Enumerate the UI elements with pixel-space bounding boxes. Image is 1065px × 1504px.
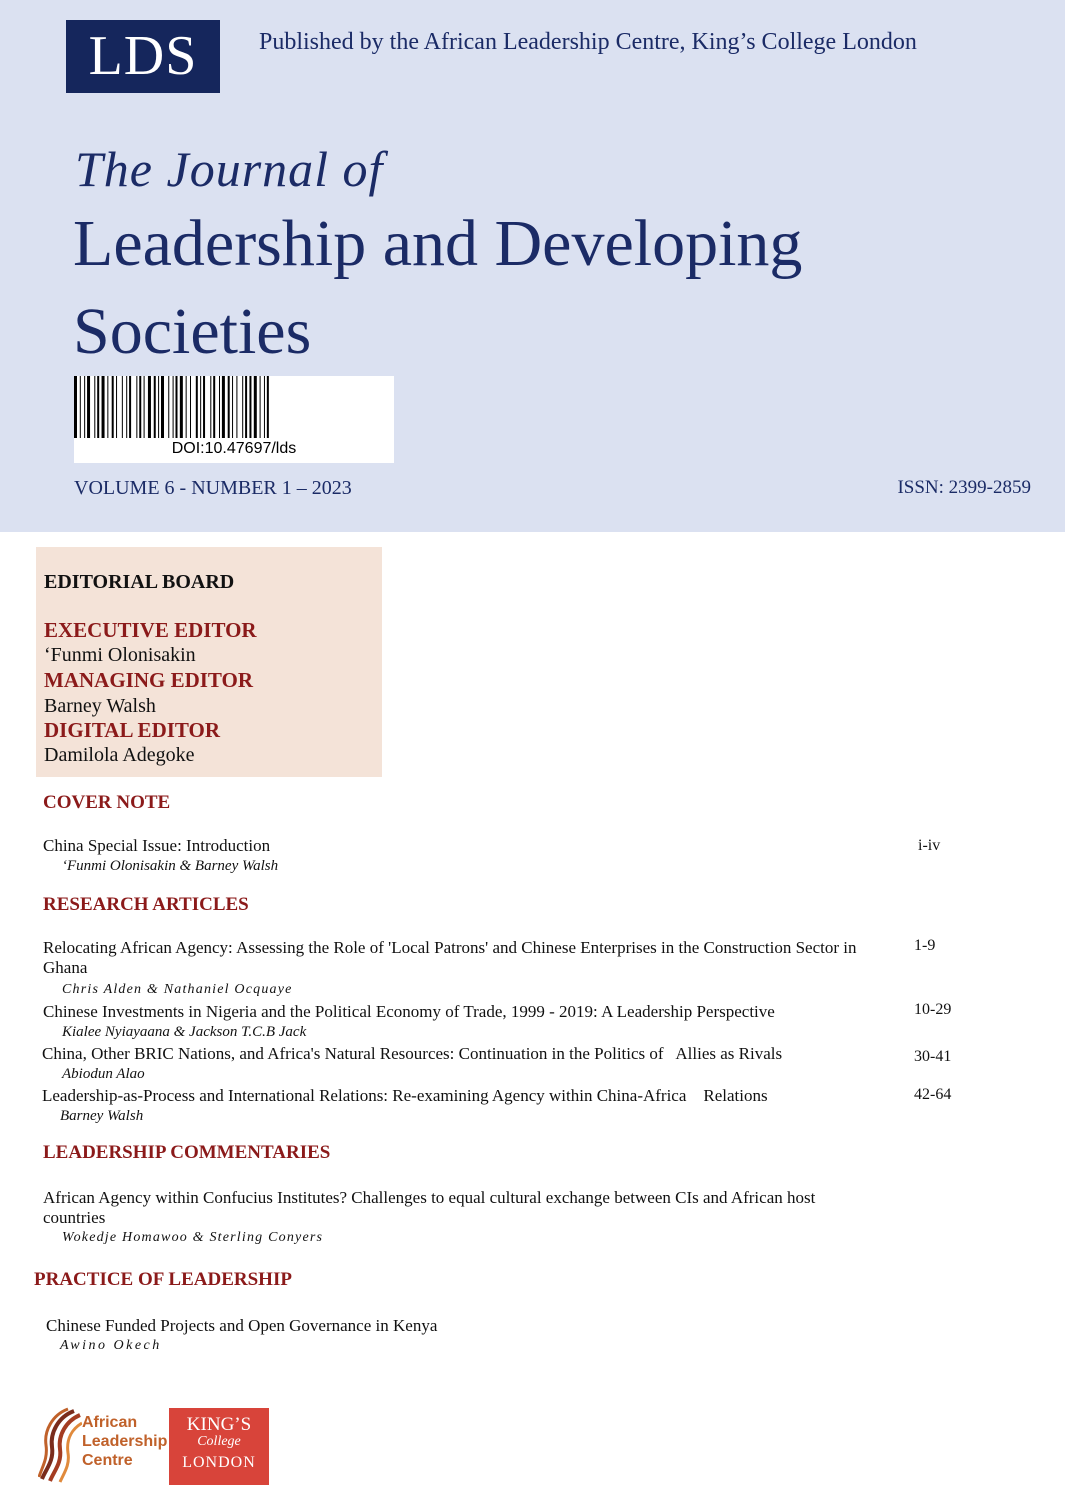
cover-note-pages: i-iv — [918, 837, 941, 854]
executive-editor-role: EXECUTIVE EDITOR — [44, 618, 257, 642]
digital-editor-role: DIGITAL EDITOR — [44, 718, 221, 742]
managing-editor-name: Barney Walsh — [44, 695, 156, 717]
article-pages: 1-9 — [914, 937, 936, 954]
article-pages: 30-41 — [914, 1048, 952, 1065]
cover-note-authors: ‘Funmi Olonisakin & Barney Walsh — [62, 858, 279, 874]
issn-info: ISSN: 2399-2859 — [897, 477, 1031, 498]
commentary-title[interactable]: African Agency within Confucius Institutes? Challenges to equal cultural exchange between CIs and African host countries — [43, 1188, 816, 1227]
african-leadership-centre-logo — [38, 1407, 168, 1483]
doi-label: DOI:10.47697/lds — [171, 440, 297, 457]
volume-info: VOLUME 6 - NUMBER 1 – 2023 — [74, 477, 352, 499]
practice-of-leadership-heading: PRACTICE OF LEADERSHIP — [34, 1269, 292, 1290]
managing-editor-role: MANAGING EDITOR — [44, 668, 254, 692]
article-title[interactable]: Leadership-as-Process and International Relations: Re-examining Agency within China-Africa Relations — [42, 1086, 768, 1105]
editorial-board-title: EDITORIAL BOARD — [44, 571, 235, 593]
journal-title: Leadership and Developing Societies — [73, 207, 803, 368]
article-authors: Abiodun Alao — [62, 1066, 145, 1082]
cover-note-title[interactable]: China Special Issue: Introduction — [43, 836, 271, 855]
article-authors: Kialee Nyiayaana & Jackson T.C.B Jack — [62, 1024, 307, 1040]
barcode-icon — [74, 376, 394, 438]
practice-authors: Awino Okech — [60, 1338, 162, 1353]
article-title[interactable]: Chinese Investments in Nigeria and the Political Economy of Trade, 1999 - 2019: A Leadership Perspective — [43, 1002, 775, 1021]
article-title[interactable]: China, Other BRIC Nations, and Africa's Natural Resources: Continuation in the Politics of Allies as Rivals — [42, 1044, 783, 1063]
executive-editor-name: ‘Funmi Olonisakin — [44, 644, 196, 666]
digital-editor-name: Damilola Adegoke — [44, 744, 195, 766]
publisher-line: Published by the African Leadership Centre, King’s College London — [259, 29, 917, 55]
kings-college-london-logo: KING’S College LONDON — [169, 1408, 269, 1485]
lds-logo: LDS — [66, 20, 220, 93]
research-articles-heading: RESEARCH ARTICLES — [43, 894, 249, 915]
cover-note-heading: COVER NOTE — [43, 792, 171, 813]
article-authors: Barney Walsh — [60, 1108, 144, 1124]
alc-profile-icon — [38, 1407, 82, 1483]
article-pages: 42-64 — [914, 1086, 952, 1103]
article-pages: 10-29 — [914, 1001, 952, 1018]
article-authors: Chris Alden & Nathaniel Ocquaye — [62, 982, 293, 997]
journal-of-label: The Journal of — [75, 141, 384, 197]
commentary-authors: Wokedje Homawoo & Sterling Conyers — [62, 1230, 324, 1245]
editorial-board-box — [36, 547, 382, 777]
doi-barcode — [74, 376, 394, 463]
leadership-commentaries-heading: LEADERSHIP COMMENTARIES — [43, 1142, 331, 1163]
alc-wordmark: African Leadership Centre — [82, 1414, 168, 1469]
article-title[interactable]: Relocating African Agency: Assessing the Role of 'Local Patrons' and Chinese Enterprises in the Construction Sector in Ghana — [43, 938, 857, 977]
practice-title[interactable]: Chinese Funded Projects and Open Governance in Kenya — [46, 1316, 438, 1335]
